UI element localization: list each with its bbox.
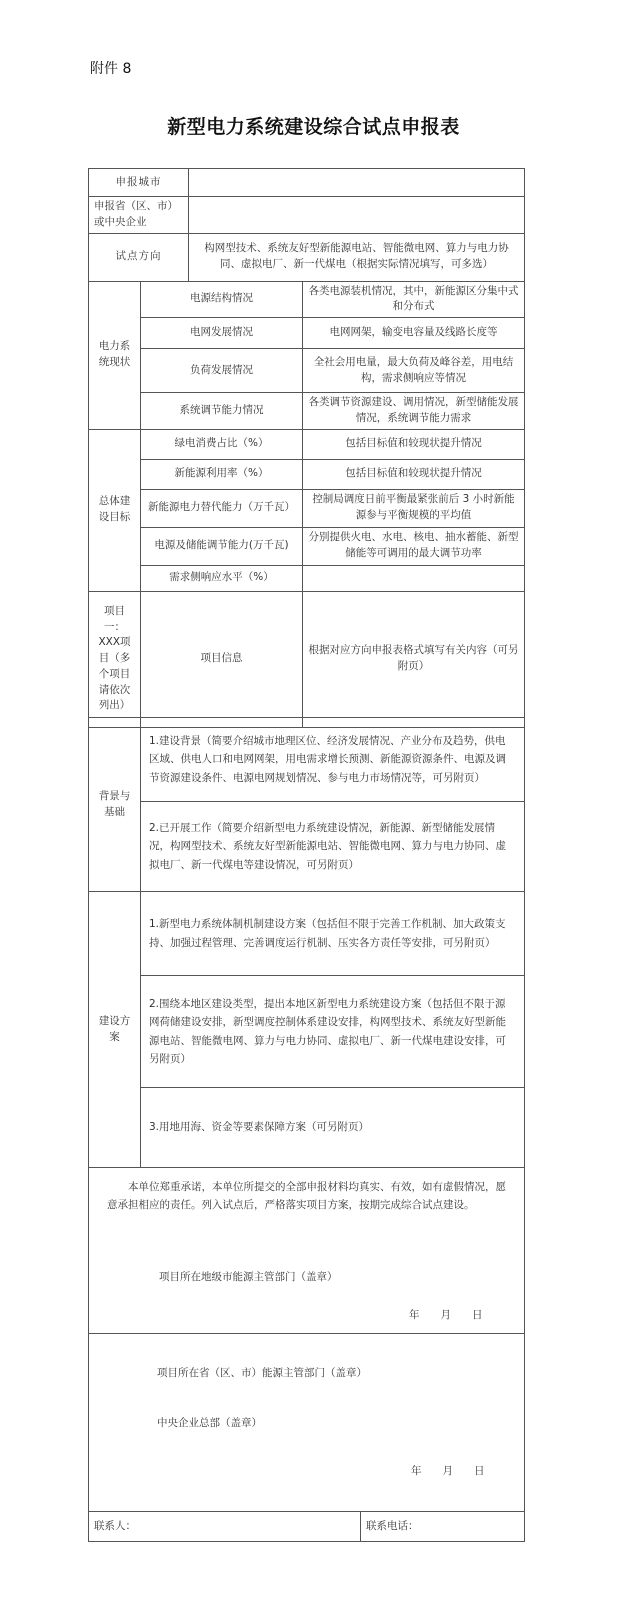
phone-label: 联系电话： xyxy=(366,1519,419,1532)
goal-item: 新能源利用率（%） xyxy=(141,459,303,489)
goal-item: 需求侧响应水平（%） xyxy=(141,565,303,591)
plan-table xyxy=(88,717,525,1334)
status-desc: 电网网架，输变电容量及线路长度等 xyxy=(303,318,525,349)
plan-2: 2.围绕本地区建设类型，提出本地区新型电力系统建设方案（包括但不限于源网荷储建设安排，新型调度控制体系建设安排，构网型技术、系统友好型新能源电站、智能微电网、算力与电力协同、虚拟电厂、新一代煤电建设安排，可另附页） xyxy=(141,976,525,1088)
form-title: 新型电力系统建设综合试点申报表 xyxy=(167,116,460,138)
status-desc: 全社会用电量，最大负荷及峰谷差，用电结构，需求侧响应等情况 xyxy=(303,349,525,393)
status-desc: 各类电源装机情况，其中，新能源区分集中式和分布式 xyxy=(303,281,525,318)
province-label: 申报省（区、市）或中央企业 xyxy=(89,197,189,234)
goal-desc: 分别提供火电、水电、核电、抽水蓄能、新型储能等可调用的最大调节功率 xyxy=(303,527,525,565)
contact-label: 联系人： xyxy=(94,1519,136,1532)
goal-desc[interactable] xyxy=(303,565,525,591)
status-item: 负荷发展情况 xyxy=(141,349,303,393)
goal-item: 电源及储能调节能力(万千瓦) xyxy=(141,527,303,565)
status-item: 电源结构情况 xyxy=(141,281,303,318)
goal-item: 新能源电力替代能力（万千瓦） xyxy=(141,489,303,527)
commitment-cell xyxy=(89,1168,525,1334)
city-dept-date: 年 月 日 xyxy=(409,1309,483,1321)
city-value[interactable] xyxy=(189,169,525,197)
goal-desc: 包括目标值和较现状提升情况 xyxy=(303,429,525,459)
status-desc: 各类调节资源建设、调用情况，新型储能发展情况，系统调节能力需求 xyxy=(303,393,525,430)
contact-cell[interactable] xyxy=(89,1512,361,1542)
province-dept-seal: 项目所在省（区、市）能源主管部门（盖章） xyxy=(157,1367,367,1379)
direction-label: 试点方向 xyxy=(89,233,189,281)
project-label: 项目一：XXX项目（多个项目请依次列出） xyxy=(89,591,141,727)
project-item: 项目信息 xyxy=(141,591,303,727)
status-label: 电力系统现状 xyxy=(89,281,141,429)
city-label: 申报城市 xyxy=(89,169,189,197)
goal-desc: 控制局调度日前平衡最紧张前后 3 小时新能源参与平衡规模的平均值 xyxy=(303,489,525,527)
background-label: 背景与基础 xyxy=(89,718,141,892)
phone-cell[interactable] xyxy=(361,1512,525,1542)
seal-date: 年 月 日 xyxy=(411,1465,485,1477)
central-hq-seal: 中央企业总部（盖章） xyxy=(157,1417,262,1429)
background-1: 1.建设背景（简要介绍城市地理区位、经济发展情况、产业分布及趋势，供电区域、供电人口和电网网架，用电需求增长预测、新能源资源条件、电源及调节资源建设条件、电源电网规划情况、参与电力市场情况等，可另附页） xyxy=(141,718,525,802)
plan-1: 1.新型电力系统体制机制建设方案（包括但不限于完善工作机制、加大政策支持、加强过程管理、完善调度运行机制、压实各方责任等安排，可另附页） xyxy=(141,892,525,976)
goal-item: 绿电消费占比（%） xyxy=(141,429,303,459)
seal-cell xyxy=(89,1334,525,1512)
city-dept-seal: 项目所在地级市能源主管部门（盖章） xyxy=(159,1271,338,1283)
status-item: 电网发展情况 xyxy=(141,318,303,349)
goal-desc: 包括目标值和较现状提升情况 xyxy=(303,459,525,489)
background-2: 2.已开展工作（简要介绍新型电力系统建设情况，新能源、新型储能发展情况，构网型技术、系统友好型新能源电站、智能微电网、算力与电力协同、虚拟电厂、新一代煤电等建设情况，可另附页） xyxy=(141,802,525,892)
commitment-text: 本单位郑重承诺，本单位所提交的全部申报材料均真实、有效，如有虚假情况，愿意承担相应的责任。列入试点后，严格落实项目方案，按期完成综合试点建设。 xyxy=(107,1181,506,1212)
plan-label: 建设方案 xyxy=(89,892,141,1168)
direction-value[interactable]: 构网型技术、系统友好型新能源电站、智能微电网、算力与电力协同、虚拟电厂、新一代煤电（根据实际情况填写，可多选） xyxy=(189,233,525,281)
status-item: 系统调节能力情况 xyxy=(141,393,303,430)
plan-3: 3.用地用海、资金等要素保障方案（可另附页） xyxy=(141,1088,525,1168)
project-desc: 根据对应方向申报表格式填写有关内容（可另附页） xyxy=(303,591,525,727)
goal-label: 总体建设目标 xyxy=(89,429,141,591)
attachment-label: 附件 8 xyxy=(90,61,132,77)
seal-table xyxy=(88,1333,525,1542)
province-value[interactable] xyxy=(189,197,525,234)
application-table xyxy=(88,168,525,728)
